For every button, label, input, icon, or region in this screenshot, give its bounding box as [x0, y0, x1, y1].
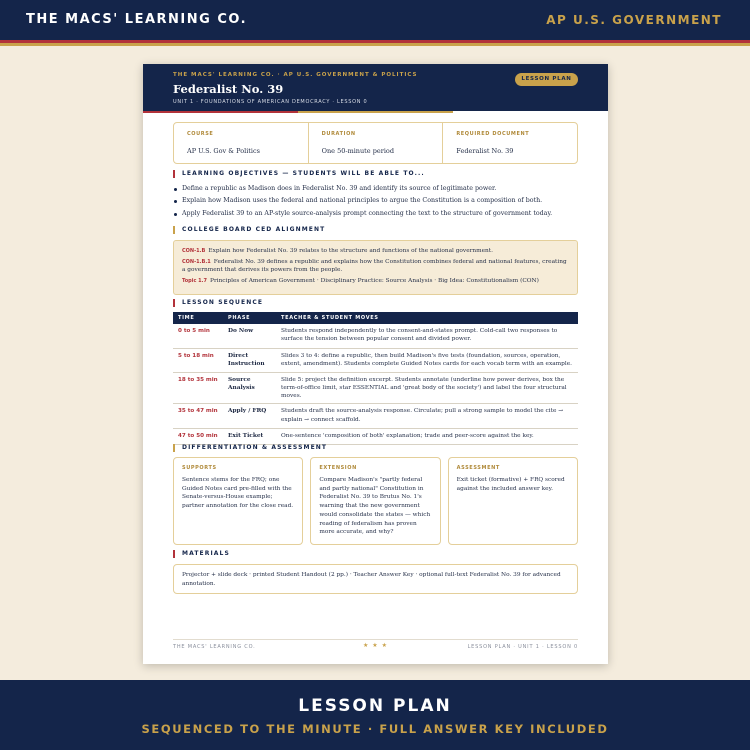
top-banner	[0, 0, 750, 40]
sequence-heading: LESSON SEQUENCE	[173, 299, 263, 307]
ced-code: Topic 1.7	[182, 278, 208, 284]
table-row	[173, 372, 578, 404]
table-row	[173, 404, 578, 429]
column-header: TIME	[173, 312, 223, 324]
unit-line: UNIT 1 · FOUNDATIONS OF AMERICAN DEMOCRACY · LESSON 0	[173, 99, 368, 105]
table-row	[173, 429, 578, 445]
card-label: SUPPORTS	[182, 465, 217, 471]
supports-card	[173, 457, 303, 545]
bottom-headline: LESSON PLAN	[298, 696, 452, 716]
info-label: DURATION	[321, 131, 356, 137]
lesson-plan-badge: LESSON PLAN	[515, 73, 578, 86]
info-cell-document	[443, 123, 577, 163]
ced-code: CON-1.B	[182, 248, 206, 254]
document-kicker: THE MACS' LEARNING CO. · AP U.S. GOVERNMENT & POLITICS	[173, 72, 418, 78]
materials-heading: MATERIALS	[173, 550, 230, 558]
info-label: REQUIRED DOCUMENT	[456, 131, 530, 137]
ced-heading: COLLEGE BOARD CED ALIGNMENT	[173, 226, 325, 234]
objectives-heading: LEARNING OBJECTIVES — STUDENTS WILL BE ABLE TO...	[173, 170, 425, 178]
banner-stripe-gold	[0, 43, 750, 46]
moves-cell: Students respond independently to the consent-and-states prompt. Cold-call two responses to surface the tension between popular consent and divided power.	[276, 324, 578, 348]
card-label: EXTENSION	[319, 465, 357, 471]
phase-cell: Source Analysis	[223, 372, 276, 404]
table-row	[173, 324, 578, 348]
ced-text: Principles of American Government · Disciplinary Practice: Source Analysis · Big Idea: Constitutionalism (CON)	[210, 278, 539, 284]
document-title: Federalist No. 39	[173, 82, 284, 96]
ced-alignment-box	[173, 240, 578, 295]
info-label: COURSE	[187, 131, 214, 137]
moves-cell: One-sentence 'composition of both' explanation; trade and peer-score against the key.	[276, 429, 578, 445]
info-value: AP U.S. Gov & Politics	[187, 147, 260, 155]
footer-stars: ★ ★ ★	[363, 642, 388, 649]
time-cell: 0 to 5 min	[173, 324, 223, 348]
info-box	[173, 122, 578, 164]
info-value: One 50-minute period	[321, 147, 394, 155]
time-cell: 18 to 35 min	[173, 372, 223, 404]
time-cell: 5 to 18 min	[173, 348, 223, 372]
header-stripe-red	[143, 111, 298, 113]
phase-cell: Exit Ticket	[223, 429, 276, 445]
phase-cell: Direct Instruction	[223, 348, 276, 372]
ced-line	[182, 247, 569, 255]
footer-page-info: LESSON PLAN · UNIT 1 · LESSON 0	[467, 644, 578, 650]
lesson-plan-document	[143, 64, 608, 664]
phase-cell: Do Now	[223, 324, 276, 348]
differentiation-cards	[173, 457, 578, 545]
footer-brand: THE MACS' LEARNING CO.	[173, 644, 256, 650]
info-cell-course	[174, 123, 309, 163]
info-cell-duration	[309, 123, 444, 163]
list-item: Define a republic as Madison does in Federalist No. 39 and identify its source of legitimate power.	[173, 183, 578, 195]
ced-line	[182, 258, 569, 274]
assessment-card	[448, 457, 578, 545]
table-header-row	[173, 312, 578, 324]
brand-name: THE MACS' LEARNING CO.	[26, 12, 248, 27]
phase-cell: Apply / FRQ	[223, 404, 276, 429]
subject-label: AP U.S. GOVERNMENT	[546, 13, 722, 27]
card-text: Compare Madison's "partly federal and partly national" Constitution in Federalist No. 39 to Brutus No. 1's warning that the new government would consolidate the states — which reading of federalism has proven more accurate, and why?	[319, 477, 431, 536]
ced-text: Explain how Federalist No. 39 relates to the structure and functions of the national government.	[208, 248, 493, 254]
header-stripe-gold	[298, 111, 453, 113]
column-header: TEACHER & STUDENT MOVES	[276, 312, 578, 324]
time-cell: 47 to 50 min	[173, 429, 223, 445]
bottom-tagline: SEQUENCED TO THE MINUTE · FULL ANSWER KEY INCLUDED	[141, 722, 609, 736]
moves-cell: Slide 5: project the definition excerpt. Students annotate (underline how power derives, box the term-of-office limit, star ESSENTIAL and 'great body of the society') and label the four structural moves.	[276, 372, 578, 404]
table-row	[173, 348, 578, 372]
materials-box: Projector + slide deck · printed Student Handout (2 pp.) · Teacher Answer Key · optional full-text Federalist No. 39 for advanced annotation.	[173, 564, 578, 594]
extension-card	[310, 457, 440, 545]
bottom-banner	[0, 680, 750, 750]
card-text: Exit ticket (formative) + FRQ scored against the included answer key.	[456, 477, 565, 492]
column-header: PHASE	[223, 312, 276, 324]
footer-divider	[173, 639, 578, 640]
ced-line	[182, 277, 569, 285]
ced-code: CON-1.B.1	[182, 259, 211, 265]
moves-cell: Students draft the source-analysis response. Circulate; pull a strong sample to model the cite → explain → connect scaffold.	[276, 404, 578, 429]
lesson-sequence-table	[173, 312, 578, 445]
list-item: Apply Federalist 39 to an AP-style source-analysis prompt connecting the text to the structure of government today.	[173, 208, 578, 220]
objectives-list	[173, 183, 578, 220]
info-value: Federalist No. 39	[456, 147, 514, 155]
moves-cell: Slides 3 to 4: define a republic, then build Madison's five tests (foundation, sources, operation, extent, amendment). Students complete Guided Notes cards for each vocab term with an example.	[276, 348, 578, 372]
card-text: Sentence stems for the FRQ; one Guided Notes card pre-filled with the Senate-versus-House example; partner annotation for the close read.	[182, 477, 294, 510]
time-cell: 35 to 47 min	[173, 404, 223, 429]
differentiation-heading: DIFFERENTIATION & ASSESSMENT	[173, 444, 327, 452]
document-header	[143, 64, 608, 111]
card-label: ASSESSMENT	[456, 465, 500, 471]
ced-text: Federalist No. 39 defines a republic and explains how the Constitution combines federal and national features, creating a government that derives its powers from the people.	[182, 259, 567, 273]
list-item: Explain how Madison uses the federal and national principles to argue the Constitution is a composition of both.	[173, 195, 578, 207]
